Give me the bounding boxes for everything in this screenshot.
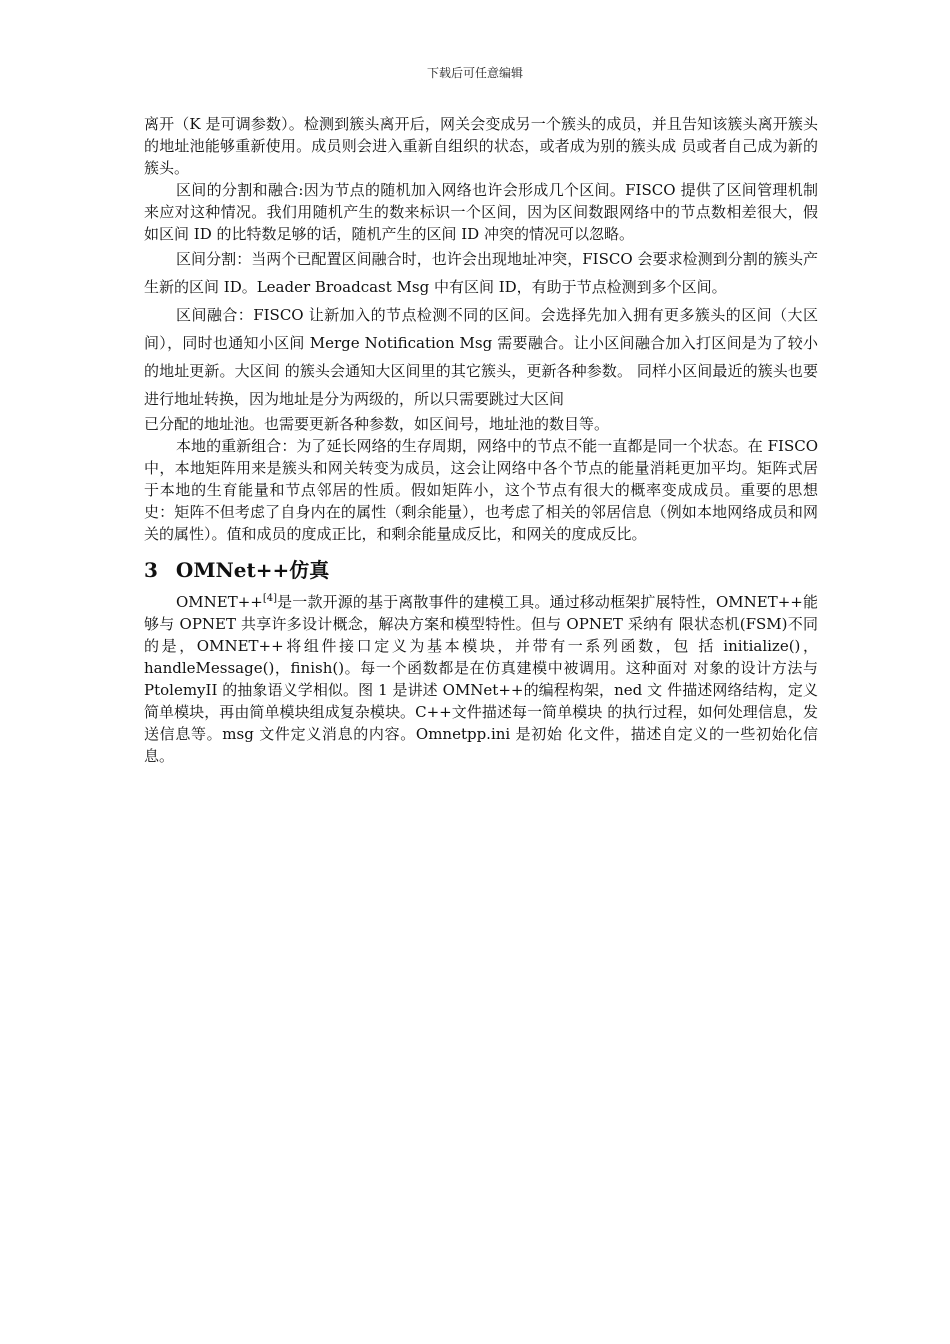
paragraph-partition-split: 区间分割：当两个已配置区间融合时，也许会出现地址冲突，FISCO 会要求检测到分割的簇头产生新的区间 ID。Leader Broadcast Msg 中有区间 ID，有助于节点检测到多个区间。 <box>144 250 818 296</box>
paragraph-omnet-intro <box>144 591 818 767</box>
section-number: 3 <box>144 558 158 582</box>
omnet-lead: OMNET++ <box>176 593 263 611</box>
section-title: OMNet++仿真 <box>175 558 330 582</box>
omnet-body: 是一款开源的基于离散事件的建模工具。通过移动框架扩展特性，OMNET++能够与 OPNET 共享许多设计概念，解决方案和模型特性。但与 OPNET 采纳有 限状态机(FSM)不同的是，OMNET++将组件接口定义为基本模块，并带有一系列函数，包 括 initialize()，handleMessage()，finish()。每一个函数都是在仿真建模中被调用。这种面对 对象的设计方法与 PtolemyII 的抽象语义学相似。图 1 是讲述 OMNet++的编程构架，ned 文 件描述网络结构，定义简单模块，再由简单模块组成复杂模块。C++文件描述每一简单模块 的执行过程，如何处理信息，发送信息等。msg 文件定义消息的内容。Omnetpp.ini 是初始 化文件，描述自定义的一些初始化信息。 <box>144 593 818 765</box>
paragraph-partition-merge: 区间的分割和融合:因为节点的随机加入网络也许会形成几个区间。FISCO 提供了区间管理机制来应对这种情况。我们用随机产生的数来标识一个区间，因为区间数跟网络中的节点数相差很大，假如区间 ID 的比特数足够的话，随机产生的区间 ID 冲突的情况可以忽略。 <box>144 181 818 243</box>
paragraph-partition-fusion: 区间融合：FISCO 让新加入的节点检测不同的区间。会选择先加入拥有更多簇头的区间（大区间），同时也通知小区间 Merge Notification Msg 需要融合。让小区间融合加入打区间是为了较小的地址更新。大区间 的簇头会通知大区间里的其它簇头，更新各种参数。 同样小区间最近的簇头也要进行地址转换，因为地址是分为两级的，所以只需要跳过大区间 <box>144 306 818 408</box>
citation-ref[interactable]: [4] <box>262 593 278 604</box>
paragraph-cluster-head-leave: 离开（K 是可调参数）。检测到簇头离开后，网关会变成另一个簇头的成员，并且告知该簇头离开簇头的地址池能够重新使用。成员则会进入重新自组织的状态，或者成为别的簇头成 员或者自己成为新的簇头。 <box>144 115 818 177</box>
page-header: 下载后可任意编辑 <box>426 66 523 80</box>
section-heading <box>144 557 818 583</box>
paragraph-address-pool: 已分配的地址池。也需要更新各种参数，如区间号，地址池的数目等。 <box>144 415 610 433</box>
paragraph-local-reorganization: 本地的重新组合：为了延长网络的生存周期，网络中的节点不能一直都是同一个状态。在 FISCO 中，本地矩阵用来是簇头和网关转变为成员，这会让网络中各个节点的能量消耗更加平均。矩阵式居于本地的生育能量和节点邻居的性质。假如矩阵小，这个节点有很大的概率变成成员。重要的思想史：矩阵不但考虑了自身内在的属性（剩余能量），也考虑了相关的邻居信息（例如本地网络成员和网关的属性）。值和成员的度成正比，和剩余能量成反比，和网关的度成反比。 <box>144 437 818 543</box>
document-body <box>144 113 818 767</box>
